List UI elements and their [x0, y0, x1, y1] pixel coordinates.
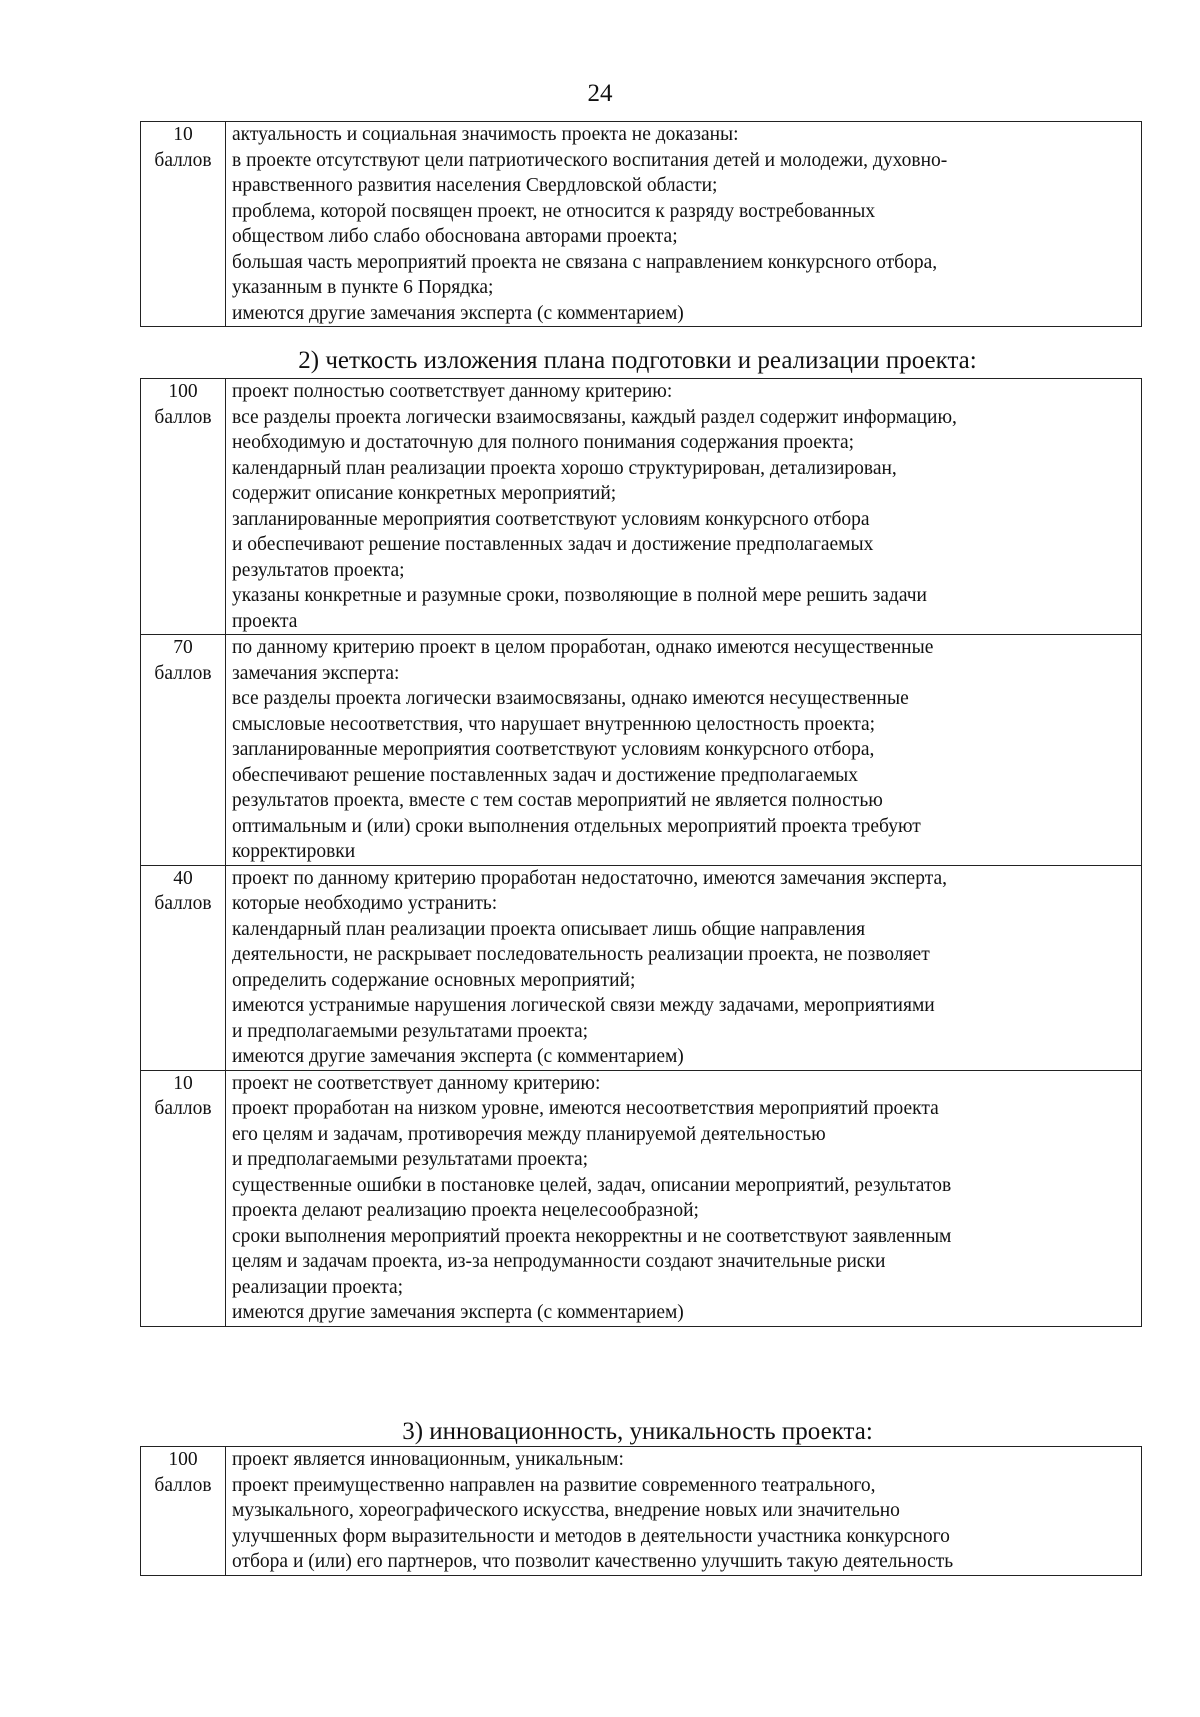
description-line: проект проработан на низком уровне, имеются несоответствия мероприятий проекта [232, 1098, 939, 1119]
score-cell [141, 379, 226, 635]
description-line: актуальность и социальная значимость проекта не доказаны: [232, 124, 739, 145]
description-line: календарный план реализации проекта хорошо структурирован, детализирован, [232, 457, 897, 479]
description-line: целям и задачам проекта, из-за непродуманности создают значительные риски [232, 1251, 886, 1272]
criteria-row [141, 1070, 1142, 1326]
description-line: которые необходимо устранить: [232, 893, 498, 914]
criteria-table [140, 1446, 1142, 1576]
score-value: 40 [173, 867, 193, 889]
description-line: его целям и задачам, противоречия между планируемой деятельностью [232, 1123, 826, 1145]
description-line: смысловые несоответствия, что нарушает внутреннюю целостность проекта; [232, 713, 876, 735]
description-line: нравственного развития населения Свердловской области; [232, 175, 718, 196]
description-line: все разделы проекта логически взаимосвязаны, однако имеются несущественные [232, 688, 909, 709]
description-line: результатов проекта, вместе с тем состав мероприятий не является полностью [232, 790, 883, 811]
score-cell [141, 122, 226, 327]
score-cell [141, 1447, 226, 1576]
criteria-row [141, 1447, 1142, 1576]
description-line: все разделы проекта логически взаимосвязаны, каждый раздел содержит информацию, [232, 406, 957, 428]
description-line: проект по данному критерию проработан недостаточно, имеются замечания эксперта, [232, 867, 947, 889]
score-cell [141, 1070, 226, 1326]
score-value: 70 [173, 637, 193, 658]
score-value: 10 [173, 1072, 193, 1094]
description-line: запланированные мероприятия соответствуют условиям конкурсного отбора, [232, 739, 875, 760]
page-number: 24 [587, 80, 613, 107]
description-cell [226, 1447, 1142, 1576]
description-line: проект полностью соответствует данному критерию: [232, 381, 673, 402]
description-cell [226, 379, 1142, 635]
criteria-row [141, 122, 1142, 327]
score-unit: баллов [154, 893, 212, 914]
description-line: в проекте отсутствуют цели патриотического воспитания детей и молодежи, духовно- [232, 149, 948, 171]
description-line: имеются устранимые нарушения логической связи между задачами, мероприятиями [232, 995, 935, 1016]
criteria-row [141, 379, 1142, 635]
description-cell [226, 1070, 1142, 1326]
description-cell [226, 122, 1142, 327]
score-value: 100 [168, 1449, 198, 1470]
description-line: и обеспечивают решение поставленных задач и достижение предполагаемых [232, 534, 874, 555]
section-heading: 2) четкость изложения плана подготовки и реализации проекта: [298, 347, 977, 374]
description-line: и предполагаемыми результатами проекта; [232, 1020, 589, 1042]
description-line: имеются другие замечания эксперта (с комментарием) [232, 1302, 684, 1323]
section-heading: 3) инновационность, уникальность проекта: [402, 1418, 873, 1445]
description-line: проект является инновационным, уникальным: [232, 1449, 624, 1470]
description-line: имеются другие замечания эксперта (с комментарием) [232, 302, 684, 324]
description-line: большая часть мероприятий проекта не связана с направлением конкурсного отбора, [232, 251, 938, 273]
criteria-row [141, 865, 1142, 1070]
description-line: проект не соответствует данному критерию: [232, 1072, 601, 1094]
description-line: и предполагаемыми результатами проекта; [232, 1149, 589, 1170]
description-cell [226, 865, 1142, 1070]
description-cell [226, 635, 1142, 866]
score-unit: баллов [154, 1474, 212, 1496]
description-line: обществом либо слабо обоснована авторами проекта; [232, 226, 678, 247]
description-line: указаны конкретные и разумные сроки, позволяющие в полной мере решить задачи [232, 585, 927, 606]
description-line: календарный план реализации проекта описывает лишь общие направления [232, 918, 866, 940]
description-line: запланированные мероприятия соответствуют условиям конкурсного отбора [232, 508, 870, 530]
description-line: имеются другие замечания эксперта (с комментарием) [232, 1046, 684, 1067]
description-line: сроки выполнения мероприятий проекта некорректны и не соответствуют заявленным [232, 1225, 952, 1247]
description-line: оптимальным и (или) сроки выполнения отдельных мероприятий проекта требуют [232, 815, 921, 837]
score-unit: баллов [154, 149, 212, 171]
criteria-table [140, 121, 1142, 327]
description-line: существенные ошибки в постановке целей, задач, описании мероприятий, результатов [232, 1174, 952, 1196]
score-cell [141, 635, 226, 866]
description-line: содержит описание конкретных мероприятий; [232, 483, 617, 504]
criteria-table [140, 378, 1142, 1327]
description-line: улучшенных форм выразительности и методов в деятельности участника конкурсного [232, 1525, 950, 1547]
description-line: замечания эксперта: [232, 662, 400, 684]
description-line: проблема, которой посвящен проект, не относится к разряду востребованных [232, 200, 876, 222]
description-line: проекта делают реализацию проекта нецелесообразной; [232, 1200, 699, 1221]
description-line: определить содержание основных мероприятий; [232, 969, 636, 991]
score-cell [141, 865, 226, 1070]
description-line: музыкального, хореографического искусства, внедрение новых или значительно [232, 1500, 900, 1521]
description-line: проект преимущественно направлен на развитие современного театрального, [232, 1474, 876, 1496]
description-line: деятельности, не раскрывает последовательность реализации проекта, не позволяет [232, 944, 930, 965]
score-unit: баллов [154, 662, 212, 684]
description-line: реализации проекта; [232, 1276, 404, 1298]
description-line: по данному критерию проект в целом проработан, однако имеются несущественные [232, 637, 934, 658]
description-line: корректировки [232, 841, 356, 862]
description-line: результатов проекта; [232, 559, 405, 581]
description-line: указанным в пункте 6 Порядка; [232, 277, 494, 298]
description-line: обеспечивают решение поставленных задач и достижение предполагаемых [232, 764, 859, 786]
description-line: необходимую и достаточную для полного понимания содержания проекта; [232, 432, 855, 453]
score-unit: баллов [154, 1098, 212, 1119]
score-unit: баллов [154, 406, 212, 428]
criteria-row [141, 635, 1142, 866]
score-value: 10 [173, 124, 193, 145]
score-value: 100 [168, 381, 198, 402]
description-line: отбора и (или) его партнеров, что позволит качественно улучшить такую деятельность [232, 1551, 954, 1572]
description-line: проекта [232, 610, 298, 632]
